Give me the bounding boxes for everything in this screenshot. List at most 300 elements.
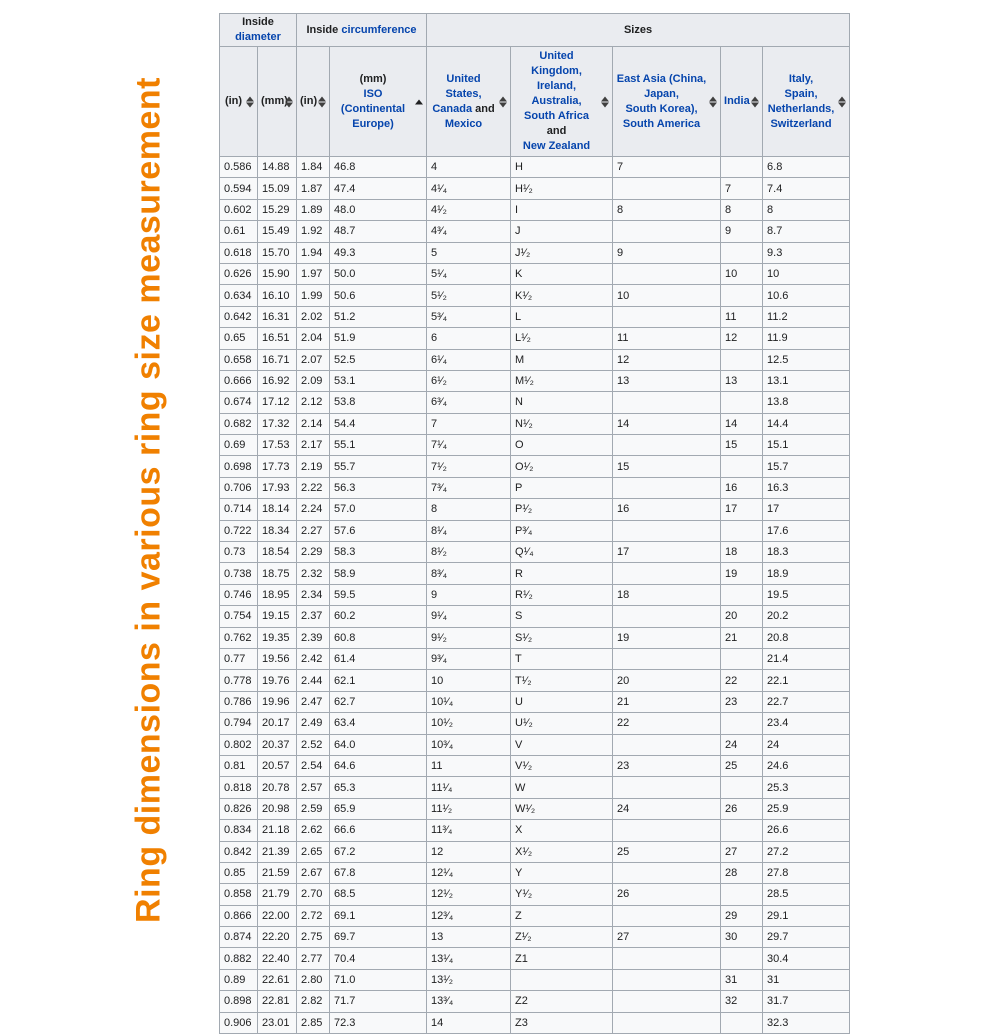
column-header-2[interactable] (297, 47, 330, 157)
table-cell: 4¹⁄₄ (427, 178, 511, 199)
table-cell: 31.7 (763, 991, 850, 1012)
table-cell: 2.70 (297, 884, 330, 905)
table-cell: V (511, 734, 613, 755)
table-cell: 2.47 (297, 691, 330, 712)
table-cell: Z2 (511, 991, 613, 1012)
table-cell (613, 606, 721, 627)
table-cell: O¹⁄₂ (511, 456, 613, 477)
header-text: (in) (300, 95, 318, 107)
table-cell: 27 (613, 927, 721, 948)
table-cell: 58.9 (330, 563, 427, 584)
table-cell: 13³⁄₄ (427, 991, 511, 1012)
table-cell: R (511, 563, 613, 584)
column-header-0[interactable] (220, 47, 258, 157)
table-cell: 26 (721, 798, 763, 819)
header-link[interactable]: ISO (363, 87, 383, 100)
table-cell: 20.98 (258, 798, 297, 819)
table-cell: 68.5 (330, 884, 427, 905)
table-cell: 69.7 (330, 927, 427, 948)
table-cell: 0.618 (220, 242, 258, 263)
table-cell: 65.9 (330, 798, 427, 819)
table-cell: 0.658 (220, 349, 258, 370)
table-cell: 19.96 (258, 691, 297, 712)
table-cell: 0.802 (220, 734, 258, 755)
table-cell: 12 (721, 328, 763, 349)
table-cell: 57.6 (330, 520, 427, 541)
table-cell: 1.94 (297, 242, 330, 263)
table-row (220, 221, 850, 242)
header-link[interactable]: Switzerland (770, 117, 832, 130)
table-cell: 8 (613, 199, 721, 220)
table-row (220, 349, 850, 370)
table-cell: 2.14 (297, 413, 330, 434)
table-cell: 10¹⁄₄ (427, 691, 511, 712)
table-cell: 2.22 (297, 477, 330, 498)
table-cell: 11¹⁄₂ (427, 798, 511, 819)
table-cell: 2.09 (297, 370, 330, 391)
table-cell: T¹⁄₂ (511, 670, 613, 691)
header-link[interactable]: New Zealand (522, 140, 591, 152)
table-cell: 27 (721, 841, 763, 862)
table-cell: 0.906 (220, 1012, 258, 1033)
table-row (220, 1012, 850, 1033)
table-cell: 25 (613, 841, 721, 862)
table-cell: 17.12 (258, 392, 297, 413)
column-header-8[interactable] (763, 47, 850, 157)
table-row (220, 777, 850, 798)
table-cell: 2.07 (297, 349, 330, 370)
table-cell: 15 (613, 456, 721, 477)
table-cell: 57.0 (330, 499, 427, 520)
table-cell: 25.9 (763, 798, 850, 819)
table-cell: 16.31 (258, 306, 297, 327)
header-link[interactable]: Italy, (788, 72, 814, 85)
table-cell: 24 (613, 798, 721, 819)
table-cell: 14.4 (763, 413, 850, 434)
table-cell: 60.2 (330, 606, 427, 627)
table-cell: 8 (763, 199, 850, 220)
table-row (220, 734, 850, 755)
table-cell: 10 (427, 670, 511, 691)
table-cell: 0.666 (220, 370, 258, 391)
table-cell: 11 (613, 328, 721, 349)
table-cell: 0.786 (220, 691, 258, 712)
column-header-3[interactable] (330, 47, 427, 157)
table-cell: 7 (427, 413, 511, 434)
table-cell: 1.87 (297, 178, 330, 199)
table-cell: K (511, 263, 613, 284)
table-cell: J (511, 221, 613, 242)
table-cell: 11¹⁄₄ (427, 777, 511, 798)
table-cell: Z1 (511, 948, 613, 969)
header-text: and (546, 125, 567, 137)
table-cell: 7¹⁄₄ (427, 435, 511, 456)
table-row (220, 991, 850, 1012)
table-cell: 7 (721, 178, 763, 199)
table-cell: 48.7 (330, 221, 427, 242)
table-cell: 23 (613, 755, 721, 776)
table-cell: 2.12 (297, 392, 330, 413)
table-cell: 2.59 (297, 798, 330, 819)
table-cell: 7³⁄₄ (427, 477, 511, 498)
table-row (220, 242, 850, 263)
table-cell: 15.29 (258, 199, 297, 220)
table-cell: 9¹⁄₂ (427, 627, 511, 648)
table-cell: 5¹⁄₂ (427, 285, 511, 306)
table-cell: 30 (721, 927, 763, 948)
header-link[interactable]: (Continental (340, 102, 406, 115)
table-cell: 0.81 (220, 755, 258, 776)
table-row (220, 542, 850, 563)
table-cell: 27.2 (763, 841, 850, 862)
table-row (220, 691, 850, 712)
table-cell: 15.7 (763, 456, 850, 477)
table-cell: 1.84 (297, 157, 330, 178)
table-cell: 21.59 (258, 862, 297, 883)
table-cell (613, 392, 721, 413)
table-cell: 8 (427, 499, 511, 520)
table-cell: 51.9 (330, 328, 427, 349)
table-cell: 19.35 (258, 627, 297, 648)
header-link[interactable]: East Asia (China, (616, 72, 707, 85)
table-cell: 4 (427, 157, 511, 178)
column-header-1[interactable] (258, 47, 297, 157)
table-cell: 2.82 (297, 991, 330, 1012)
group-header-row (220, 14, 850, 47)
table-cell: 19.15 (258, 606, 297, 627)
sort-icon (285, 96, 293, 107)
table-cell: 2.49 (297, 713, 330, 734)
table-cell: 5³⁄₄ (427, 306, 511, 327)
table-cell: 52.5 (330, 349, 427, 370)
table-cell: 13 (721, 370, 763, 391)
table-cell (721, 520, 763, 541)
table-cell: 54.4 (330, 413, 427, 434)
table-cell: 17 (763, 499, 850, 520)
table-row (220, 584, 850, 605)
header-link[interactable]: Canada (432, 102, 473, 115)
header-text: Inside (306, 23, 342, 36)
sort-icon (838, 96, 846, 107)
header-link[interactable]: circumference (341, 23, 417, 36)
table-cell (613, 263, 721, 284)
header-link[interactable]: Mexico (444, 117, 483, 130)
table-cell: 21.18 (258, 820, 297, 841)
table-cell: 25.3 (763, 777, 850, 798)
header-link[interactable]: Japan, (644, 87, 679, 100)
table-row (220, 157, 850, 178)
header-text: and (472, 102, 495, 115)
table-cell: 0.61 (220, 221, 258, 242)
table-cell: 22 (613, 713, 721, 734)
table-cell: 27.8 (763, 862, 850, 883)
table-cell: 64.6 (330, 755, 427, 776)
table-cell (613, 520, 721, 541)
table-cell (613, 991, 721, 1012)
table-cell (613, 178, 721, 199)
header-link[interactable]: South Africa (524, 110, 590, 122)
table-row (220, 670, 850, 691)
table-cell: 9 (721, 221, 763, 242)
column-header-7[interactable] (721, 47, 763, 157)
table-cell: 10¹⁄₂ (427, 713, 511, 734)
table-cell: 20.57 (258, 755, 297, 776)
table-row (220, 199, 850, 220)
table-cell: 0.826 (220, 798, 258, 819)
group-header-0 (220, 14, 297, 47)
table-cell: 62.1 (330, 670, 427, 691)
table-cell: 6.8 (763, 157, 850, 178)
header-text: Inside (242, 16, 274, 28)
table-cell (613, 948, 721, 969)
table-cell: 14 (613, 413, 721, 434)
table-cell: 8¹⁄₂ (427, 542, 511, 563)
header-link[interactable]: United Kingdom, (531, 50, 582, 77)
table-cell: 22.00 (258, 905, 297, 926)
table-cell (613, 477, 721, 498)
table-row (220, 948, 850, 969)
table-cell: 4¹⁄₂ (427, 199, 511, 220)
table-cell: 24.6 (763, 755, 850, 776)
sort-icon (246, 96, 254, 107)
table-cell (721, 584, 763, 605)
table-cell: 0.626 (220, 263, 258, 284)
table-cell: 1.97 (297, 263, 330, 284)
table-cell: 11.2 (763, 306, 850, 327)
table-row (220, 477, 850, 498)
table-row (220, 370, 850, 391)
table-cell (613, 734, 721, 755)
table-cell: 0.89 (220, 969, 258, 990)
table-cell: 2.39 (297, 627, 330, 648)
table-cell: Z3 (511, 1012, 613, 1033)
table-row (220, 969, 850, 990)
table-cell: 0.634 (220, 285, 258, 306)
table-cell (613, 777, 721, 798)
table-cell: 29.7 (763, 927, 850, 948)
table-cell: 0.602 (220, 199, 258, 220)
column-header-5[interactable] (511, 47, 613, 157)
sort-icon (751, 96, 759, 107)
table-cell: 29 (721, 905, 763, 926)
table-cell: H (511, 157, 613, 178)
table-cell: 14 (427, 1012, 511, 1033)
header-link[interactable]: diameter (235, 31, 281, 43)
table-cell: 9³⁄₄ (427, 648, 511, 669)
table-cell: 0.682 (220, 413, 258, 434)
table-cell: 17.93 (258, 477, 297, 498)
table-cell: 23 (721, 691, 763, 712)
table-cell: 71.0 (330, 969, 427, 990)
table-cell: 23.4 (763, 713, 850, 734)
header-link[interactable]: United States, (445, 72, 482, 100)
table-cell: 11³⁄₄ (427, 820, 511, 841)
table-cell: 63.4 (330, 713, 427, 734)
table-cell: 21.4 (763, 648, 850, 669)
table-cell: 2.77 (297, 948, 330, 969)
table-cell: 53.8 (330, 392, 427, 413)
table-cell: 17.32 (258, 413, 297, 434)
table-cell: 10.6 (763, 285, 850, 306)
table-cell (721, 777, 763, 798)
table-cell: 29.1 (763, 905, 850, 926)
table-cell: O (511, 435, 613, 456)
table-cell: 2.37 (297, 606, 330, 627)
table-cell: 23.01 (258, 1012, 297, 1033)
table-cell (613, 969, 721, 990)
header-link[interactable]: Spain, (784, 87, 818, 100)
table-cell: 21.79 (258, 884, 297, 905)
table-cell: 0.73 (220, 542, 258, 563)
table-cell: 67.8 (330, 862, 427, 883)
table-cell: 2.17 (297, 435, 330, 456)
table-cell: 18.34 (258, 520, 297, 541)
table-cell: 0.722 (220, 520, 258, 541)
table-cell: 15.49 (258, 221, 297, 242)
table-cell: 47.4 (330, 178, 427, 199)
table-row (220, 627, 850, 648)
table-cell: 10³⁄₄ (427, 734, 511, 755)
table-cell: 70.4 (330, 948, 427, 969)
table-cell: Q¹⁄₄ (511, 542, 613, 563)
table-cell (721, 392, 763, 413)
table-cell: 2.65 (297, 841, 330, 862)
table-cell: 59.5 (330, 584, 427, 605)
table-cell (613, 563, 721, 584)
table-cell: 2.67 (297, 862, 330, 883)
table-cell: 0.898 (220, 991, 258, 1012)
table-cell: 20 (613, 670, 721, 691)
table-cell: 1.99 (297, 285, 330, 306)
table-row (220, 563, 850, 584)
table-cell: 4³⁄₄ (427, 221, 511, 242)
table-cell (721, 713, 763, 734)
table-cell: 8.7 (763, 221, 850, 242)
table-cell (721, 349, 763, 370)
table-cell: 26 (613, 884, 721, 905)
table-cell: 14.88 (258, 157, 297, 178)
table-cell: 21 (613, 691, 721, 712)
table-cell: 72.3 (330, 1012, 427, 1033)
table-cell: 69.1 (330, 905, 427, 926)
table-cell: 71.7 (330, 991, 427, 1012)
table-row (220, 520, 850, 541)
table-cell: 0.65 (220, 328, 258, 349)
table-cell: 16.92 (258, 370, 297, 391)
table-cell: 21.39 (258, 841, 297, 862)
table-cell: 9 (613, 242, 721, 263)
sort-ascending-icon (415, 99, 423, 104)
table-cell: 12¹⁄₄ (427, 862, 511, 883)
table-cell: 2.52 (297, 734, 330, 755)
header-text: (mm) (261, 95, 288, 107)
table-cell: 15.70 (258, 242, 297, 263)
table-cell: V¹⁄₂ (511, 755, 613, 776)
table-cell: 18 (613, 584, 721, 605)
header-link[interactable]: South America (622, 117, 701, 130)
table-cell: 30.4 (763, 948, 850, 969)
header-link[interactable]: Netherlands, (767, 102, 835, 115)
table-cell: 20.37 (258, 734, 297, 755)
table-cell: 13.1 (763, 370, 850, 391)
table-cell: Z (511, 905, 613, 926)
header-link[interactable]: India (724, 95, 750, 107)
table-cell: 0.642 (220, 306, 258, 327)
header-text: (in) (224, 95, 243, 107)
table-cell: 18.3 (763, 542, 850, 563)
table-cell: 18.75 (258, 563, 297, 584)
table-cell: 12¹⁄₂ (427, 884, 511, 905)
table-row (220, 905, 850, 926)
table-cell: 67.2 (330, 841, 427, 862)
table-cell: 2.34 (297, 584, 330, 605)
table-cell: 19.5 (763, 584, 850, 605)
table-cell: 0.77 (220, 648, 258, 669)
table-cell: 16.10 (258, 285, 297, 306)
table-cell: 55.1 (330, 435, 427, 456)
table-cell (721, 157, 763, 178)
table-cell: 10 (721, 263, 763, 284)
column-header-4[interactable] (427, 47, 511, 157)
table-cell: 6¹⁄₂ (427, 370, 511, 391)
table-cell: 24 (763, 734, 850, 755)
table-row (220, 285, 850, 306)
table-cell: 14 (721, 413, 763, 434)
table-cell: 22.7 (763, 691, 850, 712)
table-cell: 66.6 (330, 820, 427, 841)
table-cell: 17.73 (258, 456, 297, 477)
table-cell: P³⁄₄ (511, 520, 613, 541)
table-cell: 1.92 (297, 221, 330, 242)
table-cell: 5 (427, 242, 511, 263)
table-cell: X (511, 820, 613, 841)
table-cell: 49.3 (330, 242, 427, 263)
header-link[interactable]: Ireland, (536, 80, 577, 92)
table-cell (721, 648, 763, 669)
header-link[interactable]: Europe) (352, 117, 394, 130)
table-cell (613, 435, 721, 456)
table-cell: 2.75 (297, 927, 330, 948)
table-cell: 11.9 (763, 328, 850, 349)
table-cell (613, 306, 721, 327)
table-cell: 22.40 (258, 948, 297, 969)
table-cell: J¹⁄₂ (511, 242, 613, 263)
header-link[interactable]: South Korea), (625, 102, 698, 115)
table-cell: 6³⁄₄ (427, 392, 511, 413)
table-cell: 46.8 (330, 157, 427, 178)
table-cell: 32.3 (763, 1012, 850, 1033)
table-cell: 48.0 (330, 199, 427, 220)
table-cell: 0.738 (220, 563, 258, 584)
table-cell: 2.24 (297, 499, 330, 520)
table-cell: T (511, 648, 613, 669)
table-cell: 2.42 (297, 648, 330, 669)
table-row (220, 392, 850, 413)
table-cell: 22.20 (258, 927, 297, 948)
table-cell: 0.746 (220, 584, 258, 605)
table-cell: 19.56 (258, 648, 297, 669)
table-cell: 13 (613, 370, 721, 391)
table-cell: 13¹⁄₂ (427, 969, 511, 990)
header-link[interactable]: Australia, (531, 95, 582, 107)
column-header-6[interactable] (613, 47, 721, 157)
table-cell: H¹⁄₂ (511, 178, 613, 199)
table-cell: 0.882 (220, 948, 258, 969)
table-row (220, 606, 850, 627)
table-cell: 0.586 (220, 157, 258, 178)
table-cell (613, 648, 721, 669)
table-cell: 0.818 (220, 777, 258, 798)
